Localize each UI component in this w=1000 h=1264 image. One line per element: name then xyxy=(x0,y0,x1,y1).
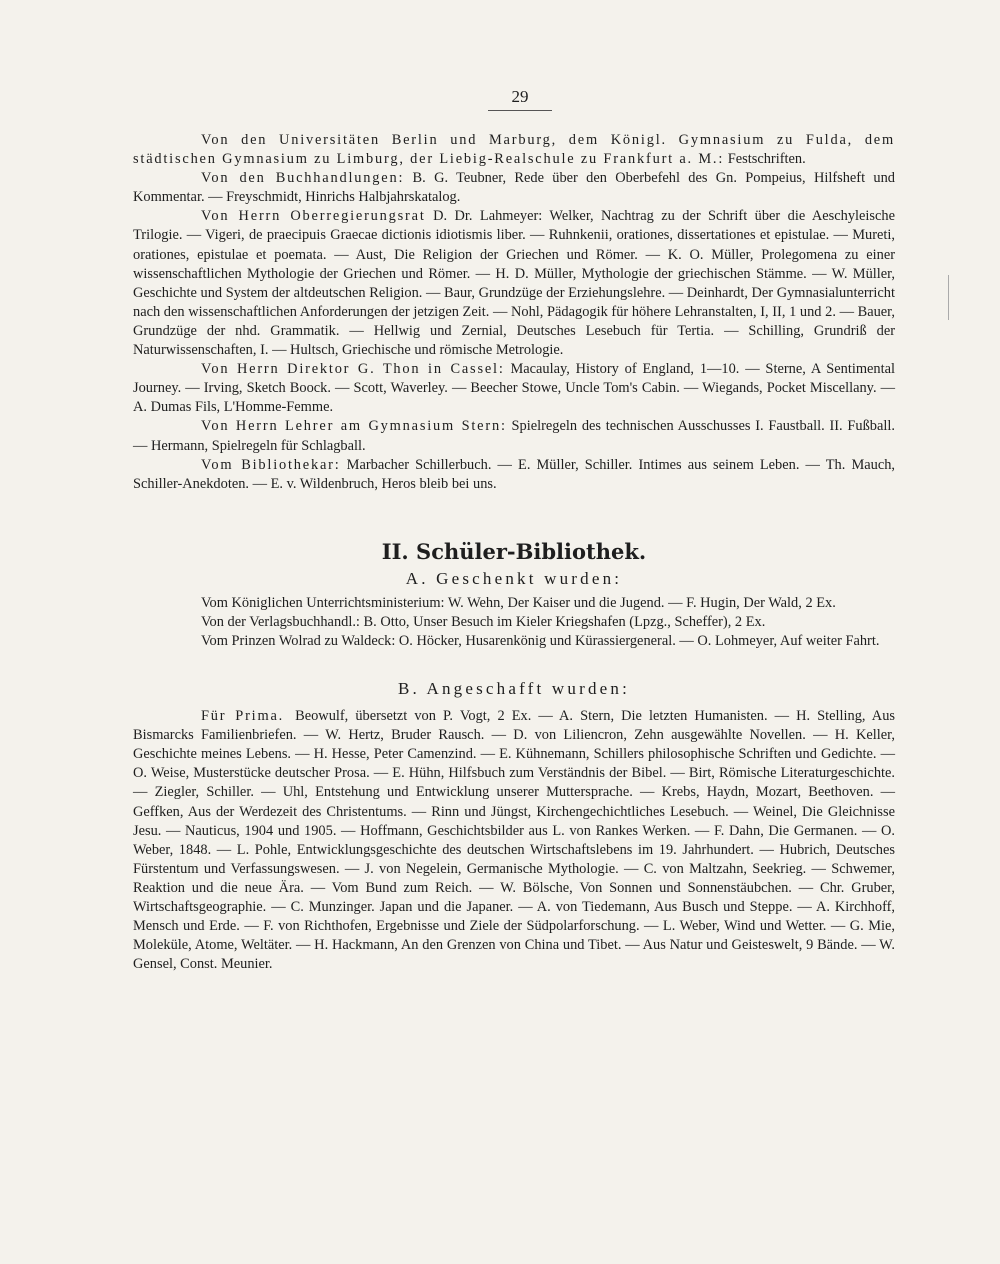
donation-paragraph xyxy=(133,169,895,207)
donation-text: D. Dr. Lahmeyer: Welker, Nachtrag zu der Schrift über die Aeschyleische Trilogie. — Vigeri, de praecipuis Graecae dictionis idiotismis liber. — Ruhnkenii, orationes, dissertationes et epistulae. — Mureti, orationes, epistulae et poemata. — Aust, Die Religion der Griechen und Römer. — K. O. Müller, Prolegomena zu einer wissenschaftlichen Mythologie der Griechen und Römer. — H. D. Müller, Mythologie der griechischen Stämme. — W. Müller, Geschichte und System der altdeutschen Religion. — Baur, Grundzüge der Erziehungslehre. — Deinhardt, Der Gymnasialunterricht nach den wissenschaftlichen Anforderungen der jetzigen Zeit. — Nohl, Pädagogik für höhere Lehranstalten, I, II, 1 und 2. — Bauer, Grundzüge der nhd. Grammatik. — Hellwig und Zernial, Deutsches Lesebuch für Tertia. — Schilling, Grundriß der Naturwissenschaften, I. — Hultsch, Griechische und römische Metrologie. xyxy=(133,208,895,359)
donor-lead: Von den Universitäten Berlin und Marburg, dem Königl. Gymnasium zu Fulda, dem städtischen Gymnasium zu Limburg, der Liebig-Realschule zu Frankfurt a. M.: xyxy=(133,132,895,168)
purchase-paragraph xyxy=(133,707,895,974)
gift-entry: Vom Königlichen Unterrichtsministerium: W. Wehn, Der Kaiser und die Jugend. — F. Hugin, Der Wald, 2 Ex. xyxy=(201,594,836,611)
subheading-purchased: B. Angeschafft wurden: xyxy=(397,679,631,699)
donor-lead: Vom Bibliothekar: xyxy=(201,456,341,473)
page-number-rule xyxy=(488,110,552,111)
donor-lead: Von Herrn Lehrer am Gymnasium Stern: xyxy=(201,418,507,435)
subheading-gifts: A. Geschenkt wurden: xyxy=(405,568,623,588)
purchase-text: Beowulf, übersetzt von P. Vogt, 2 Ex. — A. Stern, Die letzten Humanisten. — H. Stelling, Aus Bismarcks Familienbriefen. — W. Hertz, Bruder Rausch. — D. von Liliencron, Zehn ausgewählte Novellen. — H. Keller, Geschichte meines Lebens. — H. Hesse, Peter Camenzind. — E. Kühnemann, Schillers philosophische Schriften und Gedichte. — O. Weise, Musterstücke deutscher Prosa. — E. Hühn, Hilfsbuch zum Verständnis der Bibel. — Birt, Römische Literaturgeschichte. — Ziegler, Schiller. — Uhl, Entstehung und Entwicklung unserer Muttersprache. — Krebs, Haydn, Mozart, Beethoven. — Geffken, Aus der Werdezeit des Christentums. — Rinn und Jüngst, Kirchengechichtliches Lesebuch. — Weinel, Die Gleichnisse Jesu. — Nauticus, 1904 und 1905. — Hoffmann, Geschichtsbilder aus L. von Rankes Werken. — F. Dahn, Die Germanen. — O. Weber, 1848. — L. Pohle, Entwicklungsgeschichte des deutschen Wirtschaftslebens im 19. Jahrhundert. — Hubrich, Deutsches Fürstentum und Verfassungswesen. — J. von Negelein, Germanische Mythologie. — C. von Maltzahn, Seekrieg. — Schwemer, Reaktion und die neue Ära. — Vom Bund zum Reich. — W. Bölsche, Von Sonnen und Sonnenstäubchen. — Chr. Gruber, Wirtschaftsgeographie. — C. Munzinger. Japan und die Japaner. — A. von Tiedemann, Aus Busch und Steppe. — A. Kirchhoff, Mensch und Erde. — F. von Richthofen, Ergebnisse und Ziele der Südpolarforschung. — L. Weber, Wind und Wetter. — G. Mie, Moleküle, Atome, Weltäter. — H. Hackmann, An den Grenzen von China und Tibet. — Aus Natur und Geisteswelt, 9 Bände. — W. Gensel, Const. Meunier. xyxy=(133,708,896,973)
donation-paragraph xyxy=(133,207,895,360)
donor-lead: Von den Buchhandlungen: xyxy=(201,170,405,187)
donation-paragraph xyxy=(133,417,895,455)
donation-text: B. G. Teubner, Rede über den Oberbefehl des Gn. Pompeius, Hilfsheft und Kommentar. — Freyschmidt, Hinrichs Halbjahrskatalog. xyxy=(133,170,895,206)
page-number: 29 xyxy=(511,87,529,106)
donor-lead: Von Herrn Direktor G. Thon in Cassel: xyxy=(201,361,505,378)
donation-text: Festschriften. xyxy=(724,151,806,168)
donation-text: Macaulay, History of England, 1—10. — Sterne, A Sentimental Journey. — Irving, Sketch Boock. — Scott, Waverley. — Beecher Stowe, Uncle Tom's Cabin. — Wiegands, Pocket Miscellany. — A. Dumas Fils, L'Homme-Femme. xyxy=(133,361,895,416)
margin-mark xyxy=(948,275,949,320)
donation-text: Marbacher Schillerbuch. — E. Müller, Schiller. Intimes aus seinem Leben. — Th. Mauch, Schiller-Anekdoten. — E. v. Wildenbruch, Heros bleib bei uns. xyxy=(133,456,896,492)
gift-entry: Vom Prinzen Wolrad zu Waldeck: O. Höcker, Husarenkönig und Kürassiergeneral. — O. Lohmeyer, Auf weiter Fahrt. xyxy=(201,632,880,649)
class-lead: Für Prima. xyxy=(201,708,285,725)
gift-entry: Von der Verlagsbuchhandl.: B. Otto, Unser Besuch im Kieler Kriegshafen (Lpzg., Scheffer), 2 Ex. xyxy=(201,613,766,630)
donation-paragraph xyxy=(133,456,895,494)
donation-paragraph xyxy=(133,131,895,169)
section-heading: II. Schüler-Bibliothek. xyxy=(381,538,647,564)
text-body xyxy=(133,131,895,974)
donation-paragraph xyxy=(133,360,895,417)
donor-lead: Von Herrn Oberregierungsrat xyxy=(201,208,426,225)
donation-text: Spielregeln des technischen Ausschusses I. Faustball. II. Fußball. — Hermann, Spielregeln für Schlagball. xyxy=(133,418,895,454)
